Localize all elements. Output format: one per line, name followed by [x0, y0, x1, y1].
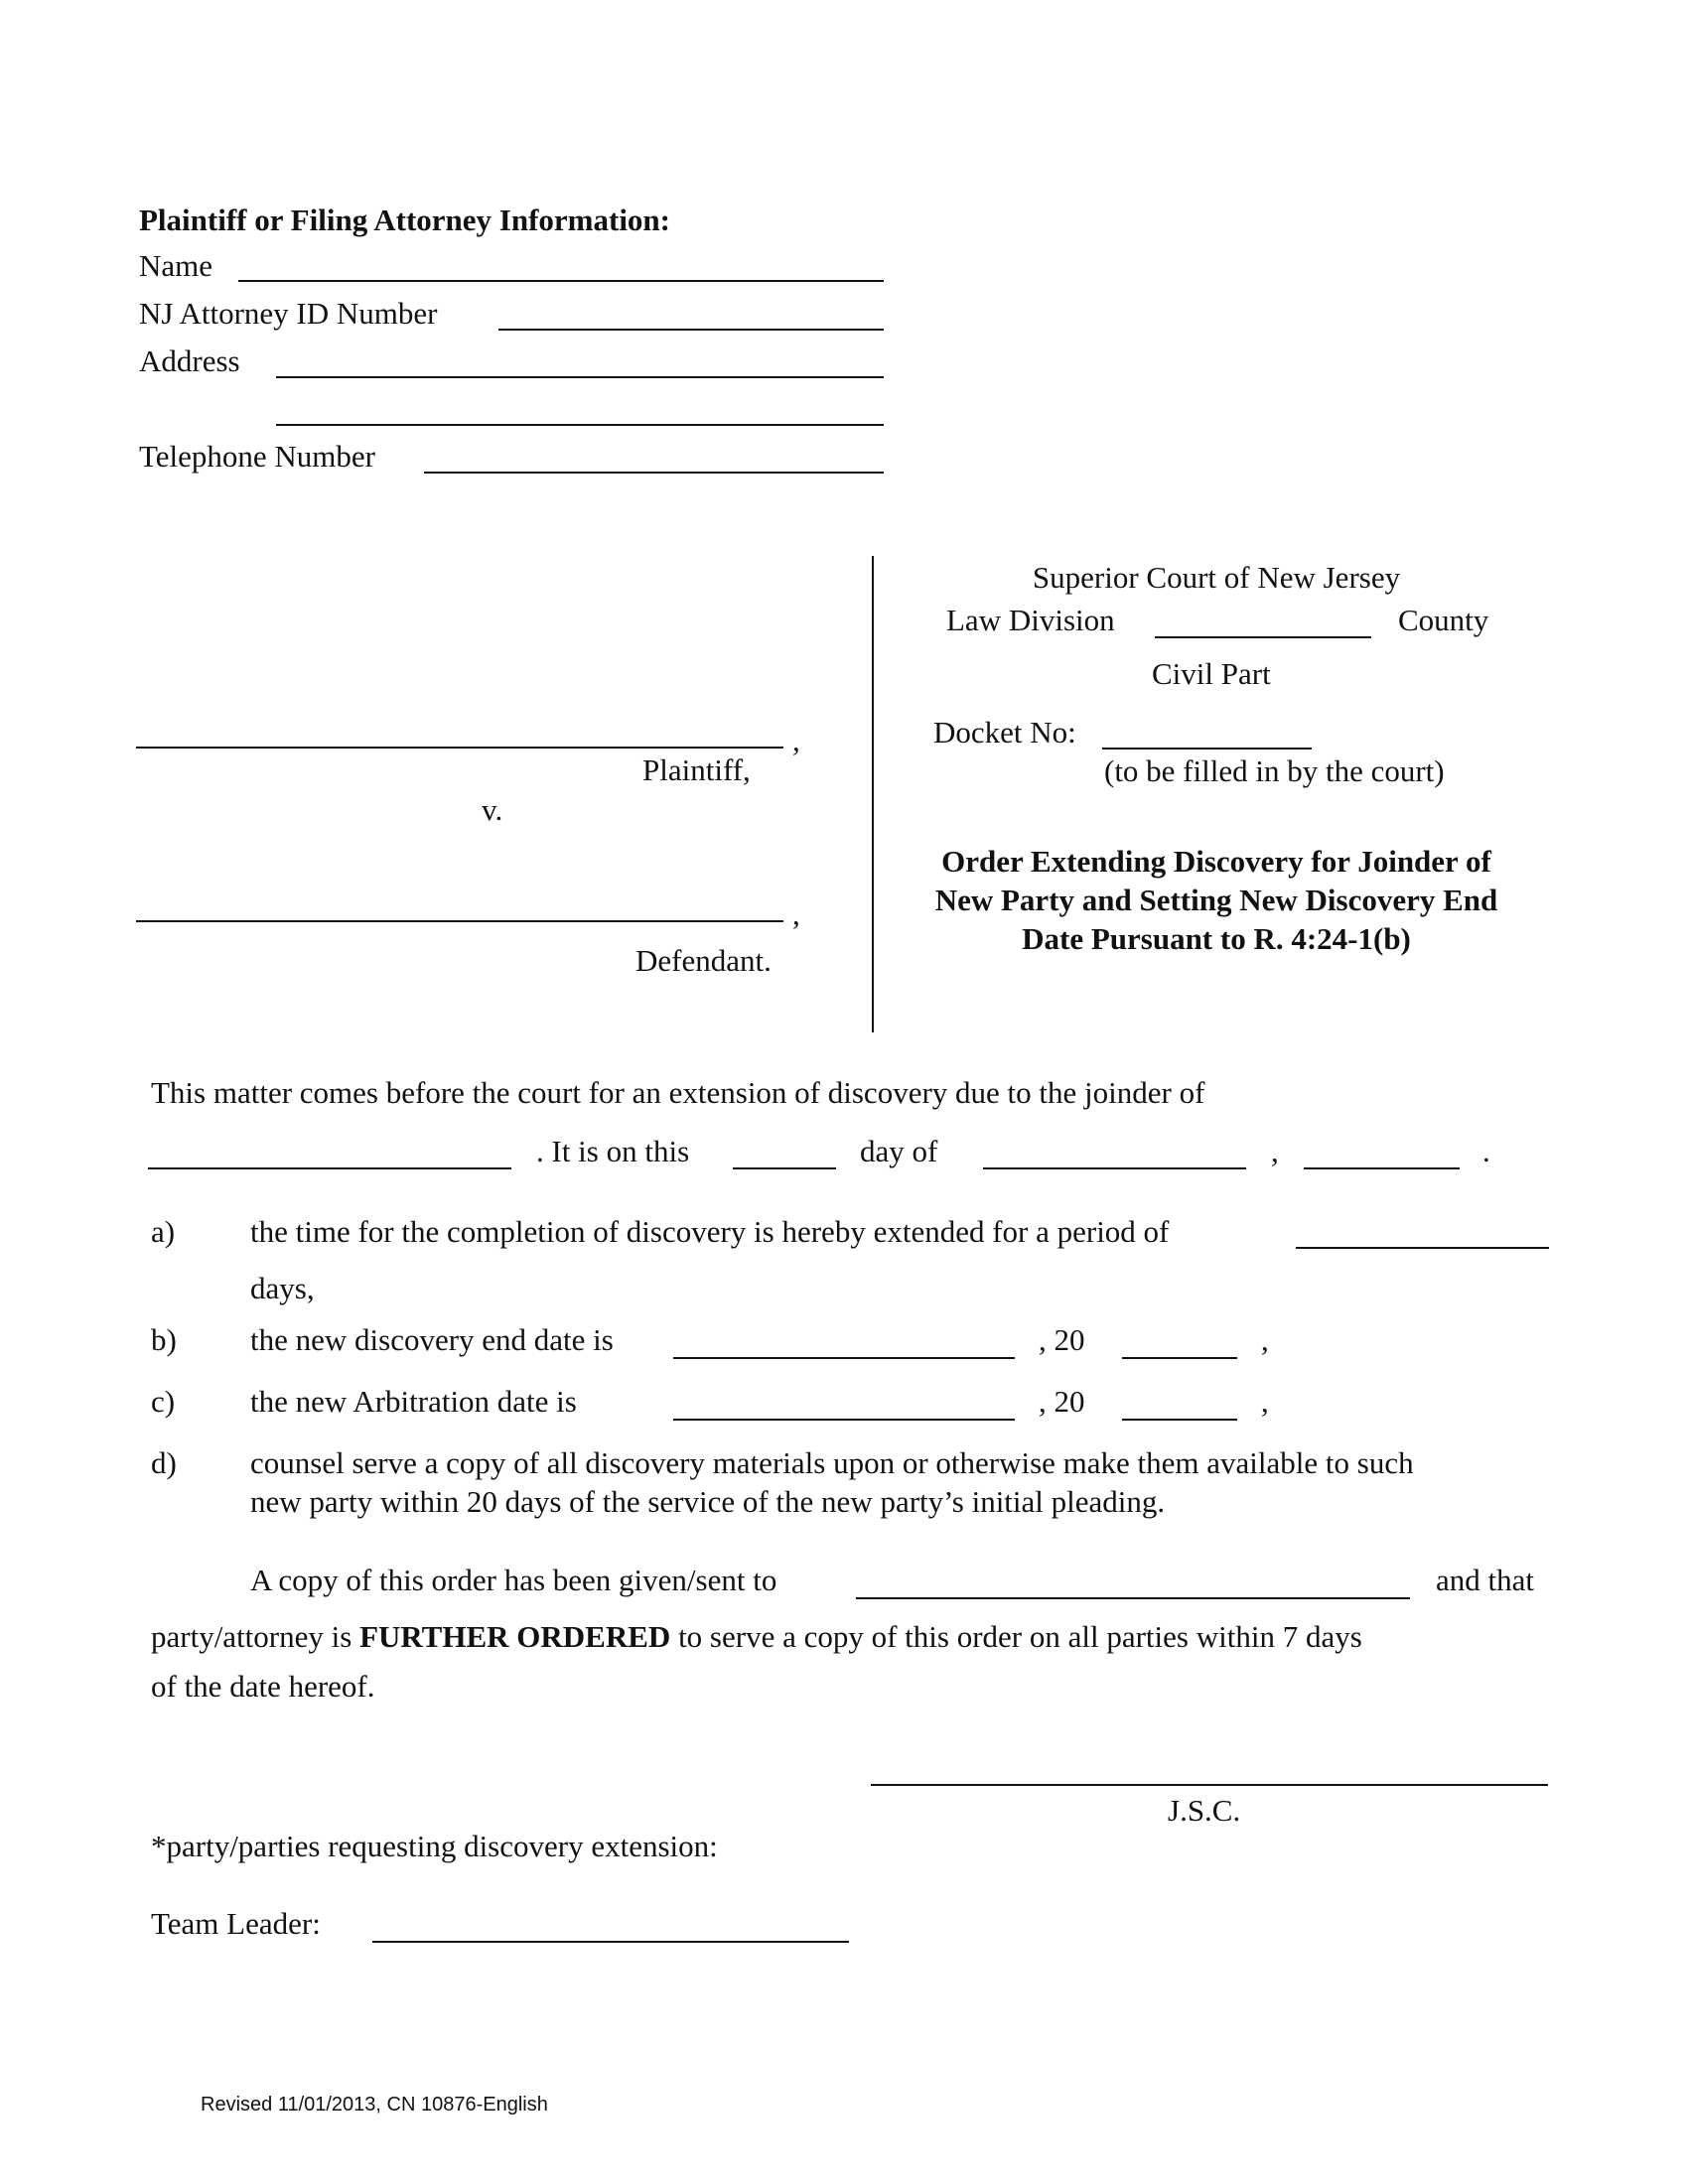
law-division-label: Law Division — [946, 603, 1115, 637]
county-field-line[interactable] — [1155, 636, 1371, 638]
plaintiff-field-line[interactable] — [136, 747, 783, 749]
docket-label: Docket No: — [933, 715, 1076, 750]
plaintiff-label: Plaintiff, — [642, 752, 751, 787]
jsc-label: J.S.C. — [1168, 1793, 1241, 1828]
it-is-on-this-text: . It is on this — [536, 1134, 690, 1168]
date-period: . — [1482, 1134, 1490, 1168]
item-c-text: the new Arbitration date is — [250, 1384, 577, 1419]
and-that-text: and that — [1436, 1563, 1534, 1597]
plaintiff-comma: , — [792, 723, 800, 757]
order-title-line-3: Date Pursuant to R. 4:24-1(b) — [1022, 921, 1411, 956]
address-field-line-2[interactable] — [276, 424, 884, 426]
item-a-days-text: days, — [250, 1271, 315, 1305]
arbitration-date-field-line[interactable] — [673, 1419, 1015, 1421]
month-field-line[interactable] — [983, 1167, 1246, 1169]
versus-label: v. — [482, 792, 503, 827]
day-field-line[interactable] — [733, 1167, 836, 1169]
county-label: County — [1398, 603, 1489, 637]
item-c-year-prefix: , 20 — [1039, 1384, 1085, 1419]
attorney-id-field-line[interactable] — [498, 329, 884, 331]
revision-footer: Revised 11/01/2013, CN 10876-English — [201, 2094, 548, 2116]
item-c-label: c) — [151, 1384, 176, 1419]
further-ordered-post: to serve a copy of this order on all parties within 7 days — [678, 1619, 1362, 1654]
team-leader-field-line[interactable] — [372, 1941, 849, 1943]
copy-recipient-field-line[interactable] — [856, 1597, 1410, 1599]
order-title-line-2: New Party and Setting New Discovery End — [934, 883, 1498, 917]
item-a-label: a) — [151, 1214, 176, 1249]
docket-field-line[interactable] — [1102, 748, 1312, 750]
item-a-text: the time for the completion of discovery is hereby extended for a period of — [250, 1214, 1170, 1249]
item-b-label: b) — [151, 1322, 177, 1357]
name-field-line[interactable] — [238, 280, 884, 282]
telephone-field-line[interactable] — [424, 472, 884, 474]
further-ordered-bold: FURTHER ORDERED — [359, 1619, 671, 1654]
joined-party-field-line[interactable] — [148, 1167, 511, 1169]
arbitration-year-field-line[interactable] — [1122, 1419, 1237, 1421]
caption-divider — [872, 556, 874, 1032]
copy-given-text: A copy of this order has been given/sent to — [250, 1563, 777, 1597]
item-d-label: d) — [151, 1445, 177, 1480]
year-field-line[interactable] — [1304, 1167, 1460, 1169]
item-b-year-prefix: , 20 — [1039, 1322, 1085, 1357]
defendant-comma: , — [792, 896, 800, 931]
requesting-parties-text: *party/parties requesting discovery extension: — [151, 1829, 718, 1863]
name-label: Name — [139, 248, 213, 283]
court-name: Superior Court of New Jersey — [1032, 560, 1401, 595]
defendant-field-line[interactable] — [136, 920, 783, 922]
further-ordered-line — [151, 1621, 1362, 1652]
attorney-id-label: NJ Attorney ID Number — [139, 296, 438, 331]
item-d-text-line-2: new party within 20 days of the service of the new party’s initial pleading. — [250, 1484, 1166, 1519]
civil-part-label: Civil Part — [1152, 656, 1271, 691]
item-c-comma: , — [1261, 1384, 1269, 1419]
extension-days-field-line[interactable] — [1296, 1247, 1549, 1249]
address-label: Address — [139, 343, 240, 378]
further-ordered-pre: party/attorney is — [151, 1619, 352, 1654]
date-hereof-text: of the date hereof. — [151, 1669, 375, 1704]
address-field-line-1[interactable] — [276, 376, 884, 378]
discovery-end-date-field-line[interactable] — [673, 1357, 1015, 1359]
item-b-text: the new discovery end date is — [250, 1322, 614, 1357]
date-comma: , — [1271, 1134, 1279, 1168]
telephone-label: Telephone Number — [139, 439, 375, 474]
attorney-info-heading: Plaintiff or Filing Attorney Information: — [139, 203, 670, 237]
discovery-end-year-field-line[interactable] — [1122, 1357, 1237, 1359]
judge-signature-line[interactable] — [871, 1784, 1548, 1786]
day-of-text: day of — [860, 1134, 938, 1168]
item-b-comma: , — [1261, 1322, 1269, 1357]
defendant-label: Defendant. — [635, 943, 772, 978]
intro-text: This matter comes before the court for an extension of discovery due to the joinder of — [151, 1075, 1205, 1110]
item-d-text-line-1: counsel serve a copy of all discovery materials upon or otherwise make them available to such — [250, 1445, 1414, 1480]
team-leader-label: Team Leader: — [151, 1906, 321, 1941]
docket-note: (to be filled in by the court) — [1104, 753, 1445, 788]
order-title-line-1: Order Extending Discovery for Joinder of — [941, 844, 1491, 879]
